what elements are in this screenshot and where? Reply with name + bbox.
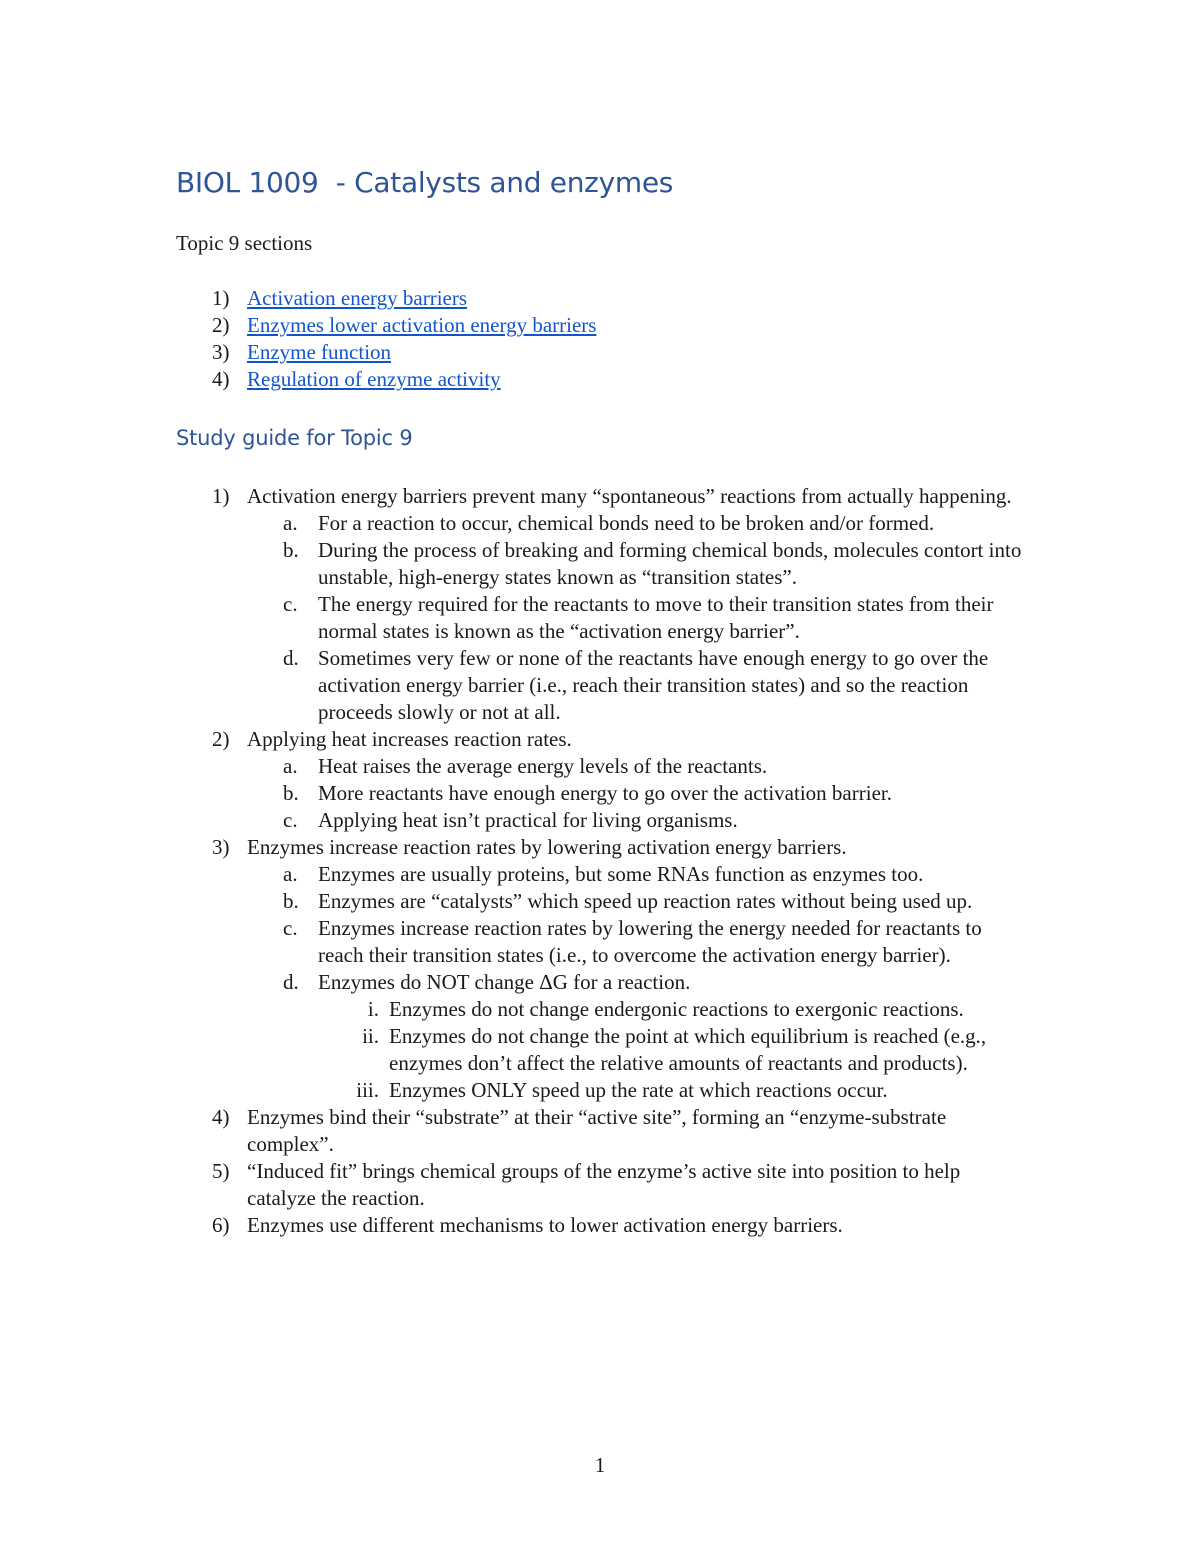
item-text: Enzymes bind their “substrate” at their “active site”, forming an “enzyme-substrate complex”. xyxy=(247,1105,947,1156)
sub-item-letter: a. xyxy=(283,862,298,886)
sub-item xyxy=(247,969,1026,1104)
item-number: 6) xyxy=(212,1213,230,1237)
sub-item xyxy=(247,645,1026,726)
sub-item xyxy=(247,807,1026,834)
section-link-enzyme-function[interactable]: Enzyme function xyxy=(247,340,392,364)
guide-item xyxy=(176,483,1026,726)
sub-item-letter: d. xyxy=(283,646,299,670)
guide-item xyxy=(176,834,1026,1104)
sub-item-text: For a reaction to occur, chemical bonds need to be broken and/or formed. xyxy=(318,511,935,535)
sub-item-letter: b. xyxy=(283,538,299,562)
item-text: Enzymes increase reaction rates by lowering activation energy barriers. xyxy=(247,835,847,859)
item-number: 5) xyxy=(212,1159,230,1183)
section-number: 3) xyxy=(212,340,230,364)
section-link-activation-energy-barriers[interactable]: Activation energy barriers xyxy=(247,286,468,310)
sub-item-letter: d. xyxy=(283,970,299,994)
sub-sub-item xyxy=(318,1077,1026,1104)
study-guide-list xyxy=(176,483,1026,1239)
sections-list xyxy=(176,285,596,393)
sub-item-text: Enzymes increase reaction rates by lowering the energy needed for reactants to reach their transition states (i.e., to overcome the activation energy barrier). xyxy=(318,916,982,967)
sub-sub-item-numeral: i. xyxy=(367,997,379,1021)
item-number: 2) xyxy=(212,727,230,751)
sub-item-letter: b. xyxy=(283,889,299,913)
sub-sub-item-numeral: iii. xyxy=(356,1078,379,1102)
sub-sub-item-text: Enzymes ONLY speed up the rate at which reactions occur. xyxy=(389,1078,888,1102)
sub-item-text: Enzymes do NOT change ΔG for a reaction. xyxy=(318,970,691,994)
sub-item-letter: b. xyxy=(283,781,299,805)
sub-item xyxy=(247,591,1026,645)
sub-item-text: Applying heat isn’t practical for living organisms. xyxy=(318,808,738,832)
sub-sub-item-numeral: ii. xyxy=(362,1024,379,1048)
sub-item xyxy=(247,753,1026,780)
sub-item-text: Enzymes are usually proteins, but some RNAs function as enzymes too. xyxy=(318,862,924,886)
item-text: Enzymes use different mechanisms to lower activation energy barriers. xyxy=(247,1213,843,1237)
section-item xyxy=(176,285,596,312)
sub-item-letter: c. xyxy=(283,916,298,940)
sub-item xyxy=(247,780,1026,807)
section-link-enzymes-lower-activation[interactable]: Enzymes lower activation energy barriers xyxy=(247,313,597,337)
guide-item xyxy=(176,726,1026,834)
sub-sub-item xyxy=(318,1023,1026,1077)
sub-sub-item-text: Enzymes do not change the point at which equilibrium is reached (e.g., enzymes don’t affect the relative amounts of reactants and products). xyxy=(389,1024,987,1075)
sub-item-text: The energy required for the reactants to move to their transition states from their normal states is known as the “activation energy barrier”. xyxy=(318,592,994,643)
sections-label: Topic 9 sections xyxy=(176,231,313,255)
item-number: 1) xyxy=(212,484,230,508)
sub-item-text: Heat raises the average energy levels of the reactants. xyxy=(318,754,768,778)
sub-item-text: During the process of breaking and forming chemical bonds, molecules contort into unstable, high-energy states known as “transition states”. xyxy=(318,538,1022,589)
sub-item xyxy=(247,915,1026,969)
sub-item xyxy=(247,861,1026,888)
sub-list xyxy=(247,753,1026,834)
sub-item-text: Enzymes are “catalysts” which speed up reaction rates without being used up. xyxy=(318,889,973,913)
sub-list xyxy=(247,861,1026,1104)
page-number: 1 xyxy=(594,1453,606,1477)
sub-item-letter: a. xyxy=(283,754,298,778)
section-number: 4) xyxy=(212,367,230,391)
item-number: 4) xyxy=(212,1105,230,1129)
section-link-regulation-of-enzyme-activity[interactable]: Regulation of enzyme activity xyxy=(247,367,501,391)
sub-item xyxy=(247,537,1026,591)
sub-item-letter: a. xyxy=(283,511,298,535)
sub-list xyxy=(247,510,1026,726)
study-guide-heading: Study guide for Topic 9 xyxy=(176,426,413,450)
guide-item xyxy=(176,1212,1026,1239)
section-number: 1) xyxy=(212,286,230,310)
sub-item-letter: c. xyxy=(283,592,298,616)
guide-item xyxy=(176,1158,1026,1212)
sub-sub-list xyxy=(318,996,1026,1104)
item-text: Activation energy barriers prevent many “spontaneous” reactions from actually happening. xyxy=(247,484,1012,508)
section-item xyxy=(176,312,596,339)
item-text: “Induced fit” brings chemical groups of the enzyme’s active site into position to help catalyze the reaction. xyxy=(247,1159,961,1210)
sub-item-text: More reactants have enough energy to go over the activation barrier. xyxy=(318,781,892,805)
page-title: BIOL 1009 - Catalysts and enzymes xyxy=(176,166,674,199)
sub-item-letter: c. xyxy=(283,808,298,832)
item-number: 3) xyxy=(212,835,230,859)
sub-sub-item xyxy=(318,996,1026,1023)
guide-item xyxy=(176,1104,1026,1158)
item-text: Applying heat increases reaction rates. xyxy=(247,727,572,751)
section-item xyxy=(176,366,596,393)
sub-sub-item-text: Enzymes do not change endergonic reactions to exergonic reactions. xyxy=(389,997,964,1021)
sub-item xyxy=(247,888,1026,915)
sub-item-text: Sometimes very few or none of the reactants have enough energy to go over the activation energy barrier (i.e., reach their transition states) and so the reaction proceeds slowly or not at all. xyxy=(318,646,989,724)
sub-item xyxy=(247,510,1026,537)
section-item xyxy=(176,339,596,366)
section-number: 2) xyxy=(212,313,230,337)
